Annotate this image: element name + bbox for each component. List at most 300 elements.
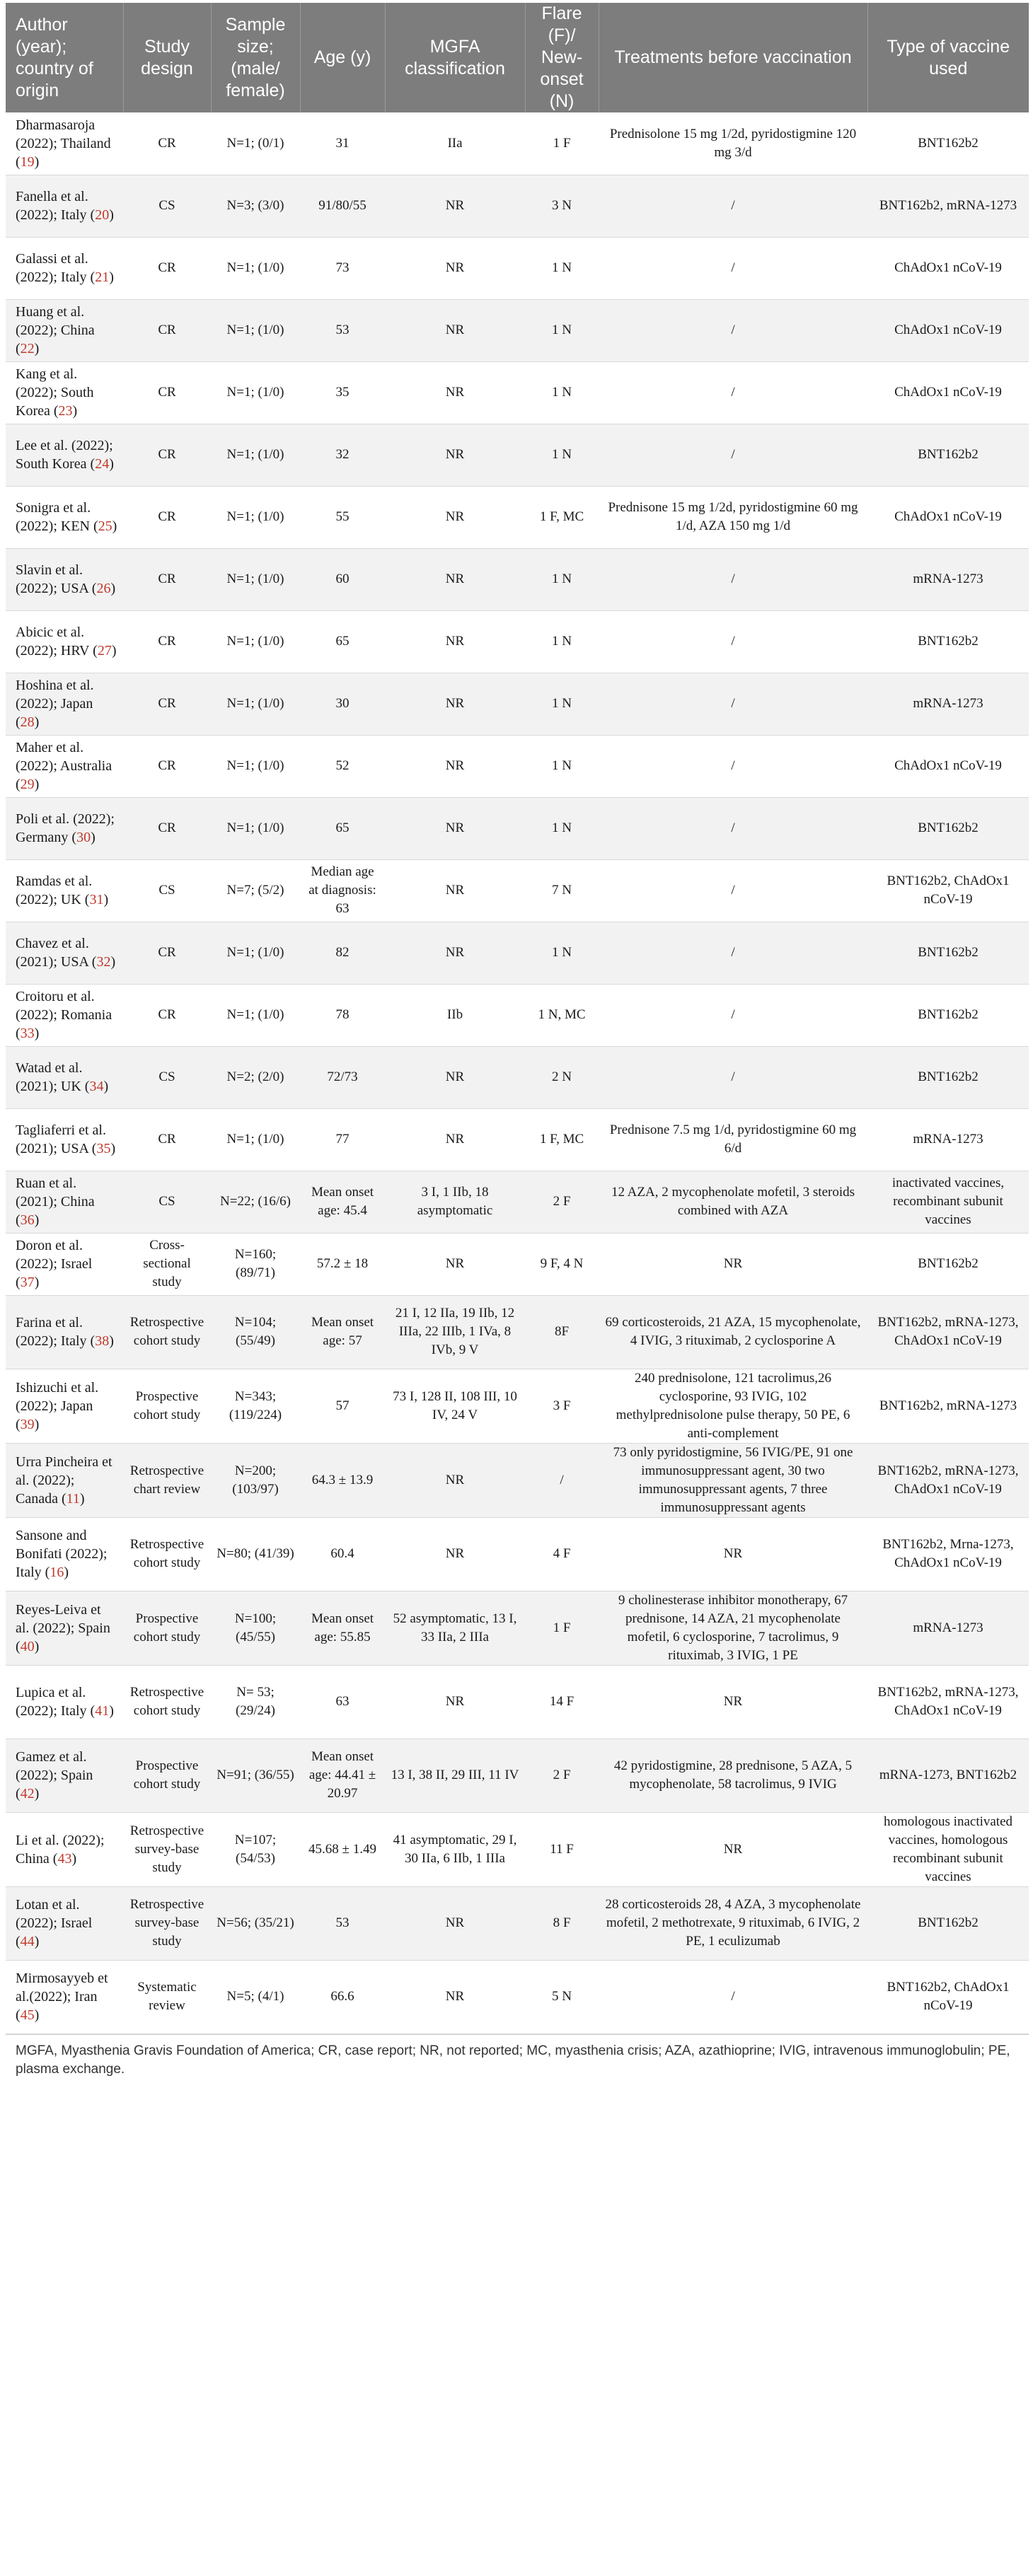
flare-cell: [525, 1886, 599, 1960]
sample-cell: [211, 1665, 300, 1739]
author-cell: Hoshina et al. (2022); Japan (28): [6, 673, 123, 735]
mgfa-cell-text: NR: [445, 1132, 465, 1147]
flare-cell-text: 1 N: [552, 945, 572, 960]
table-row: [6, 797, 1029, 859]
age-cell: [300, 1591, 385, 1665]
sample-cell: [211, 1295, 300, 1369]
reference-link[interactable]: 28: [20, 714, 35, 730]
sample-cell-text: N=5; (4/1): [226, 1989, 284, 2004]
vaccine-cell: [867, 1233, 1029, 1295]
reference-link[interactable]: 27: [97, 643, 112, 658]
mgfa-cell-text: NR: [445, 447, 465, 462]
design-cell: [123, 984, 211, 1046]
sample-cell-text: N=3; (3/0): [226, 198, 284, 213]
reference-link[interactable]: 37: [20, 1275, 35, 1290]
vaccine-cell-text: BNT162b2: [918, 1069, 979, 1084]
age-cell: [300, 112, 385, 175]
design-cell-text: CS: [158, 1194, 175, 1209]
age-cell: [300, 735, 385, 797]
flare-cell-text: 1 N, MC: [538, 1007, 586, 1022]
flare-cell-text: 1 N: [552, 447, 572, 462]
design-cell: [123, 1517, 211, 1591]
treatment-cell-text: 12 AZA, 2 mycophenolate mofetil, 3 steroids combined with AZA: [611, 1185, 855, 1218]
treatment-cell-text: Prednisolone 15 mg 1/2d, pyridostigmine 120 mg 3/d: [609, 126, 857, 160]
header-flare: Flare (F)/ New-onset (N): [525, 3, 599, 112]
vaccine-cell: [867, 922, 1029, 984]
design-cell-text: Cross-sectional study: [143, 1238, 191, 1289]
sample-cell-text: N=1; (1/0): [226, 447, 284, 462]
flare-cell: [525, 486, 599, 548]
mgfa-cell: [385, 299, 525, 361]
age-cell-text: 31: [335, 135, 350, 151]
age-cell: [300, 673, 385, 735]
mgfa-cell: [385, 1369, 525, 1443]
author-cell: Sonigra et al. (2022); KEN (25): [6, 486, 123, 548]
treatment-cell-text: /: [731, 1007, 735, 1022]
mgfa-cell-text: NR: [445, 572, 465, 586]
sample-cell: [211, 1960, 300, 2033]
reference-link[interactable]: 16: [50, 1565, 64, 1580]
age-cell-text: Mean onset age: 55.85: [311, 1611, 374, 1644]
author-cell-text: Dharmasaroja (2022); Thailand: [16, 117, 111, 151]
vaccine-cell-text: homologous inactivated vaccines, homologous recombinant subunit vaccines: [883, 1814, 1013, 1884]
flare-cell-text: 4 F: [553, 1546, 571, 1561]
design-cell: [123, 112, 211, 175]
flare-cell: [525, 1665, 599, 1739]
mgfa-cell: [385, 1295, 525, 1369]
age-cell-text: 65: [335, 820, 350, 835]
vaccine-cell-text: BNT162b2, ChAdOx1 nCoV-19: [887, 1980, 1010, 2013]
reference-link[interactable]: 29: [20, 777, 35, 792]
flare-cell-text: 1 N: [552, 260, 572, 275]
design-cell-text: CR: [158, 1007, 176, 1022]
design-cell: [123, 1960, 211, 2033]
sample-cell: [211, 984, 300, 1046]
table-row: [6, 1886, 1029, 1960]
treatment-cell: [599, 859, 867, 922]
author-cell-text: Lupica et al. (2022); Italy: [16, 1685, 87, 1719]
reference-link[interactable]: 20: [95, 207, 110, 223]
table-row: [6, 175, 1029, 237]
sample-cell: [211, 237, 300, 299]
table-row: [6, 1443, 1029, 1517]
treatment-cell: [599, 1369, 867, 1443]
age-cell: [300, 424, 385, 486]
reference-link[interactable]: 34: [89, 1079, 104, 1094]
treatment-cell-text: NR: [723, 1256, 743, 1271]
mgfa-cell: [385, 1591, 525, 1665]
treatment-cell: [599, 1046, 867, 1108]
mgfa-cell-text: NR: [445, 1256, 465, 1271]
author-cell-text: Huang et al. (2022); China: [16, 304, 95, 338]
age-cell: [300, 237, 385, 299]
table-row: [6, 1739, 1029, 1812]
age-cell: [300, 1739, 385, 1812]
author-cell-text: Slavin et al. (2022); USA: [16, 562, 88, 596]
vaccine-cell-text: ChAdOx1 nCoV-19: [894, 758, 1002, 773]
mgfa-cell: [385, 486, 525, 548]
sample-cell-text: N=91; (36/55): [217, 1768, 294, 1782]
reference-link[interactable]: 32: [96, 954, 111, 970]
design-cell: [123, 424, 211, 486]
sample-cell-text: N=1; (0/1): [226, 135, 284, 151]
author-cell: Ruan et al. (2021); China (36): [6, 1171, 123, 1233]
table-row: [6, 548, 1029, 610]
design-cell: [123, 1046, 211, 1108]
author-cell-text: Poli et al. (2022); Germany: [16, 811, 115, 845]
age-cell: [300, 361, 385, 424]
flare-cell: [525, 735, 599, 797]
mgfa-cell: [385, 1960, 525, 2033]
sample-cell: [211, 112, 300, 175]
author-cell-text: Hoshina et al. (2022); Japan: [16, 678, 94, 712]
sample-cell-text: N=1; (1/0): [226, 1132, 284, 1147]
sample-cell-text: N=1; (1/0): [226, 260, 284, 275]
design-cell-text: Retrospective cohort study: [129, 1537, 204, 1570]
sample-cell-text: N=1; (1/0): [226, 820, 284, 835]
treatment-cell: [599, 361, 867, 424]
age-cell-text: 52: [335, 758, 350, 773]
author-cell: Ishizuchi et al. (2022); Japan (39): [6, 1369, 123, 1443]
table-row: [6, 1665, 1029, 1739]
age-cell-text: 45.68 ± 1.49: [308, 1841, 376, 1857]
vaccine-cell: [867, 299, 1029, 361]
author-cell: Lotan et al. (2022); Israel (44): [6, 1886, 123, 1960]
sample-cell: [211, 1517, 300, 1591]
reference-link[interactable]: 24: [95, 456, 110, 472]
reference-link[interactable]: 21: [95, 269, 110, 285]
age-cell-text: Mean onset age: 45.4: [311, 1185, 374, 1218]
flare-cell-text: 1 N: [552, 758, 572, 773]
treatment-cell: [599, 1171, 867, 1233]
age-cell: [300, 922, 385, 984]
design-cell: [123, 673, 211, 735]
author-cell-text: Maher et al. (2022); Australia: [16, 740, 112, 774]
flare-cell-text: /: [560, 1472, 564, 1487]
vaccine-cell: [867, 1960, 1029, 2033]
mgfa-cell-text: NR: [445, 385, 465, 400]
sample-cell-text: N=1; (1/0): [226, 758, 284, 773]
sample-cell-text: N= 53; (29/24): [236, 1685, 275, 1718]
sample-cell: [211, 1233, 300, 1295]
table-row: [6, 984, 1029, 1046]
sample-cell-text: N=1; (1/0): [226, 323, 284, 337]
design-cell-text: CR: [158, 385, 176, 400]
vaccine-cell: [867, 361, 1029, 424]
mgfa-cell-text: 52 asymptomatic, 13 I, 33 IIa, 2 IIIa: [393, 1611, 517, 1644]
author-cell-text: Galassi et al. (2022); Italy: [16, 251, 88, 285]
reference-link[interactable]: 43: [57, 1850, 72, 1867]
sample-cell-text: N=200; (103/97): [232, 1463, 279, 1497]
reference-link[interactable]: 19: [20, 153, 35, 170]
vaccine-cell-text: BNT162b2: [918, 1007, 979, 1022]
flare-cell: [525, 1369, 599, 1443]
mgfa-cell: [385, 1812, 525, 1886]
author-cell-text: Mirmosayyeb et al.(2022); Iran: [16, 1971, 108, 2004]
age-cell-text: 77: [335, 1132, 350, 1147]
sample-cell: [211, 299, 300, 361]
table-row: [6, 1171, 1029, 1233]
design-cell-text: Prospective cohort study: [133, 1758, 201, 1792]
reference-link[interactable]: 42: [20, 1786, 35, 1802]
treatment-cell-text: NR: [723, 1841, 743, 1857]
author-cell-text: Fanella et al. (2022); Italy: [16, 189, 88, 223]
flare-cell-text: 1 N: [552, 323, 572, 337]
author-cell-text: Abicic et al. (2022); HRV: [16, 625, 90, 658]
mgfa-cell: [385, 1886, 525, 1960]
author-cell: Abicic et al. (2022); HRV (27): [6, 610, 123, 673]
vaccine-cell-text: BNT162b2, mRNA-1273: [879, 1398, 1017, 1413]
design-cell-text: Retrospective cohort study: [129, 1315, 204, 1348]
design-cell-text: Retrospective survey-base study: [129, 1897, 204, 1949]
flare-cell-text: 2 F: [553, 1194, 571, 1209]
reference-link[interactable]: 44: [20, 1934, 35, 1949]
table-row: [6, 1108, 1029, 1171]
vaccine-cell-text: BNT162b2, mRNA-1273, ChAdOx1 nCoV-19: [877, 1685, 1019, 1718]
design-cell-text: Retrospective chart review: [129, 1463, 204, 1497]
reference-link[interactable]: 25: [98, 518, 112, 534]
vaccine-cell-text: BNT162b2, ChAdOx1 nCoV-19: [887, 874, 1010, 907]
flare-cell-text: 1 N: [552, 696, 572, 711]
reference-link[interactable]: 33: [20, 1026, 35, 1041]
age-cell-text: Mean onset age: 44.41 ± 20.97: [308, 1749, 376, 1801]
reference-link[interactable]: 23: [58, 403, 73, 419]
vaccine-cell: [867, 1812, 1029, 1886]
sample-cell: [211, 361, 300, 424]
table-row: [6, 1517, 1029, 1591]
mgfa-cell-text: NR: [445, 509, 465, 524]
mgfa-cell-text: NR: [445, 1472, 465, 1487]
vaccine-cell: [867, 237, 1029, 299]
mgfa-cell-text: NR: [445, 1546, 465, 1561]
flare-cell: [525, 299, 599, 361]
author-cell: Farina et al. (2022); Italy (38): [6, 1295, 123, 1369]
mgfa-cell-text: NR: [445, 323, 465, 337]
vaccine-cell-text: BNT162b2: [918, 945, 979, 960]
sample-cell-text: N=100; (45/55): [234, 1611, 277, 1644]
treatment-cell: [599, 735, 867, 797]
treatment-cell-text: /: [731, 758, 735, 773]
age-cell: [300, 797, 385, 859]
reference-link[interactable]: 11: [66, 1490, 80, 1507]
treatment-cell-text: /: [731, 1989, 735, 2004]
mgfa-cell-text: IIb: [446, 1007, 463, 1022]
flare-cell: [525, 361, 599, 424]
reference-link[interactable]: 45: [20, 2007, 35, 2023]
mgfa-cell-text: NR: [445, 198, 465, 213]
mgfa-cell-text: NR: [445, 820, 465, 835]
flare-cell-text: 7 N: [552, 883, 572, 898]
age-cell: [300, 984, 385, 1046]
mgfa-cell: [385, 1739, 525, 1812]
mgfa-cell-text: NR: [445, 1069, 465, 1084]
vaccine-cell-text: mRNA-1273: [913, 1620, 983, 1635]
sample-cell-text: N=107; (54/53): [234, 1832, 277, 1866]
mgfa-cell-text: NR: [445, 758, 465, 773]
treatment-cell: [599, 673, 867, 735]
vaccine-cell: [867, 112, 1029, 175]
sample-cell-text: N=80; (41/39): [217, 1546, 294, 1561]
mgfa-cell-text: 13 I, 38 II, 29 III, 11 IV: [391, 1768, 519, 1782]
treatment-cell-text: 73 only pyridostigmine, 56 IVIG/PE, 91 one immunosuppressant agent, 30 two immunosuppressant agents, 7 three immunosuppressant agents: [613, 1444, 853, 1515]
mgfa-cell: [385, 610, 525, 673]
author-cell-text: Chavez et al. (2021); USA: [16, 936, 89, 970]
treatment-cell-text: Prednisone 15 mg 1/2d, pyridostigmine 60 mg 1/d, AZA 150 mg 1/d: [608, 500, 858, 533]
flare-cell-text: 1 N: [552, 572, 572, 586]
vaccine-cell: [867, 1295, 1029, 1369]
vaccine-cell: [867, 1108, 1029, 1171]
reference-link[interactable]: 35: [96, 1141, 111, 1156]
mgfa-cell: [385, 673, 525, 735]
age-cell: [300, 1665, 385, 1739]
reference-link[interactable]: 36: [20, 1212, 35, 1228]
vaccine-cell-text: ChAdOx1 nCoV-19: [894, 323, 1002, 337]
flare-cell: [525, 673, 599, 735]
author-cell: Lupica et al. (2022); Italy (41): [6, 1665, 123, 1739]
sample-cell: [211, 486, 300, 548]
sample-cell-text: N=1; (1/0): [226, 945, 284, 960]
flare-cell: [525, 922, 599, 984]
author-cell: Kang et al. (2022); South Korea (23): [6, 361, 123, 424]
treatment-cell-text: 240 prednisolone, 121 tacrolimus,26 cyclosporine, 93 IVIG, 102 methylprednisolone pulse therapy, 50 PE, 6 anti-complement: [616, 1370, 850, 1441]
mgfa-cell: [385, 237, 525, 299]
mgfa-cell: [385, 1233, 525, 1295]
design-cell: [123, 1591, 211, 1665]
reference-link[interactable]: 31: [89, 892, 104, 907]
treatment-cell: [599, 486, 867, 548]
sample-cell: [211, 1369, 300, 1443]
reference-link[interactable]: 39: [20, 1416, 35, 1432]
design-cell: [123, 1739, 211, 1812]
flare-cell: [525, 1517, 599, 1591]
mgfa-cell: [385, 859, 525, 922]
design-cell: [123, 361, 211, 424]
reference-link[interactable]: 41: [95, 1703, 110, 1719]
age-cell-text: 53: [335, 323, 350, 337]
header-row: [6, 3, 1029, 112]
author-cell: Tagliaferri et al. (2021); USA (35): [6, 1108, 123, 1171]
flare-cell: [525, 1591, 599, 1665]
flare-cell: [525, 1739, 599, 1812]
vaccine-cell: [867, 424, 1029, 486]
vaccine-cell-text: ChAdOx1 nCoV-19: [894, 385, 1002, 400]
author-cell: Dharmasaroja (2022); Thailand (19): [6, 112, 123, 175]
reference-link[interactable]: 26: [96, 581, 111, 596]
treatment-cell: [599, 1443, 867, 1517]
flare-cell: [525, 1295, 599, 1369]
treatment-cell-text: Prednisone 7.5 mg 1/d, pyridostigmine 60 mg 6/d: [609, 1122, 857, 1156]
mgfa-cell-text: IIa: [447, 135, 463, 151]
mgfa-cell: [385, 797, 525, 859]
design-cell: [123, 1233, 211, 1295]
flare-cell-text: 1 F: [553, 135, 571, 151]
vaccine-cell-text: ChAdOx1 nCoV-19: [894, 509, 1002, 524]
age-cell-text: 65: [335, 634, 350, 649]
vaccine-cell-text: BNT162b2: [918, 634, 979, 649]
treatment-cell: [599, 1591, 867, 1665]
treatment-cell-text: /: [731, 198, 735, 213]
reference-link[interactable]: 22: [20, 341, 35, 356]
author-cell: Doron et al. (2022); Israel (37): [6, 1233, 123, 1295]
reference-link[interactable]: 40: [20, 1638, 35, 1654]
treatment-cell: [599, 1295, 867, 1369]
reference-link[interactable]: 30: [76, 830, 91, 845]
age-cell: [300, 1369, 385, 1443]
treatment-cell-text: /: [731, 572, 735, 586]
flare-cell-text: 5 N: [552, 1989, 572, 2004]
author-cell-text: Ishizuchi et al. (2022); Japan: [16, 1379, 99, 1414]
vaccine-cell-text: BNT162b2: [918, 1256, 979, 1271]
age-cell-text: 66.6: [330, 1989, 354, 2004]
design-cell: [123, 1665, 211, 1739]
reference-link[interactable]: 38: [95, 1333, 110, 1349]
author-cell-text: Ruan et al. (2021); China: [16, 1176, 95, 1209]
table-row: [6, 610, 1029, 673]
flare-cell: [525, 859, 599, 922]
author-cell: Sansone and Bonifati (2022); Italy (16): [6, 1517, 123, 1591]
vaccine-cell: [867, 548, 1029, 610]
mgfa-cell: [385, 1443, 525, 1517]
design-cell: [123, 859, 211, 922]
mgfa-cell: [385, 361, 525, 424]
mgfa-cell-text: 3 I, 1 IIb, 18 asymptomatic: [417, 1185, 493, 1218]
age-cell-text: 32: [335, 447, 350, 462]
table-row: [6, 237, 1029, 299]
flare-cell: [525, 984, 599, 1046]
sample-cell: [211, 735, 300, 797]
design-cell-text: Prospective cohort study: [133, 1388, 201, 1422]
design-cell-text: CR: [158, 696, 176, 711]
table-row: [6, 1233, 1029, 1295]
treatment-cell-text: /: [731, 260, 735, 275]
design-cell-text: CR: [158, 572, 176, 586]
design-cell-text: CR: [158, 634, 176, 649]
sample-cell-text: N=1; (1/0): [226, 696, 284, 711]
table-row: [6, 486, 1029, 548]
sample-cell-text: N=2; (2/0): [226, 1069, 284, 1084]
author-cell-text: Sonigra et al. (2022); KEN: [16, 500, 91, 534]
author-cell-text: Tagliaferri et al. (2021); USA: [16, 1122, 106, 1156]
mgfa-cell: [385, 984, 525, 1046]
table-footnote: MGFA, Myasthenia Gravis Foundation of America; CR, case report; NR, not reported; MC, myasthenia crisis; AZA, azathioprine; IVIG, intravenous immunoglobulin; PE, plasma exchange.: [6, 2034, 1029, 2079]
table-row: [6, 1369, 1029, 1443]
treatment-cell-text: /: [731, 883, 735, 898]
age-cell-text: 78: [335, 1007, 350, 1022]
sample-cell-text: N=160; (89/71): [234, 1247, 277, 1280]
flare-cell: [525, 1233, 599, 1295]
vaccine-cell-text: BNT162b2, Mrna-1273, ChAdOx1 nCoV-19: [882, 1537, 1014, 1570]
flare-cell: [525, 1443, 599, 1517]
vaccine-cell-text: BNT162b2, mRNA-1273: [879, 198, 1017, 213]
age-cell-text: 73: [335, 260, 350, 275]
vaccine-cell-text: inactivated vaccines, recombinant subunit vaccines: [891, 1176, 1005, 1227]
vaccine-cell: [867, 1591, 1029, 1665]
design-cell-text: CR: [158, 509, 176, 524]
vaccine-cell: [867, 1739, 1029, 1812]
author-cell-text: Doron et al. (2022); Israel: [16, 1238, 93, 1272]
vaccine-cell-text: BNT162b2: [918, 135, 979, 151]
mgfa-cell-text: NR: [445, 1915, 465, 1930]
table-row: [6, 361, 1029, 424]
flare-cell-text: 3 F: [553, 1398, 571, 1413]
mgfa-cell-text: NR: [445, 883, 465, 898]
treatment-cell-text: /: [731, 385, 735, 400]
table-row: [6, 1812, 1029, 1886]
table-body: [6, 112, 1029, 2033]
sample-cell-text: N=343; (119/224): [229, 1388, 282, 1422]
sample-cell: [211, 1171, 300, 1233]
mgfa-cell: [385, 112, 525, 175]
